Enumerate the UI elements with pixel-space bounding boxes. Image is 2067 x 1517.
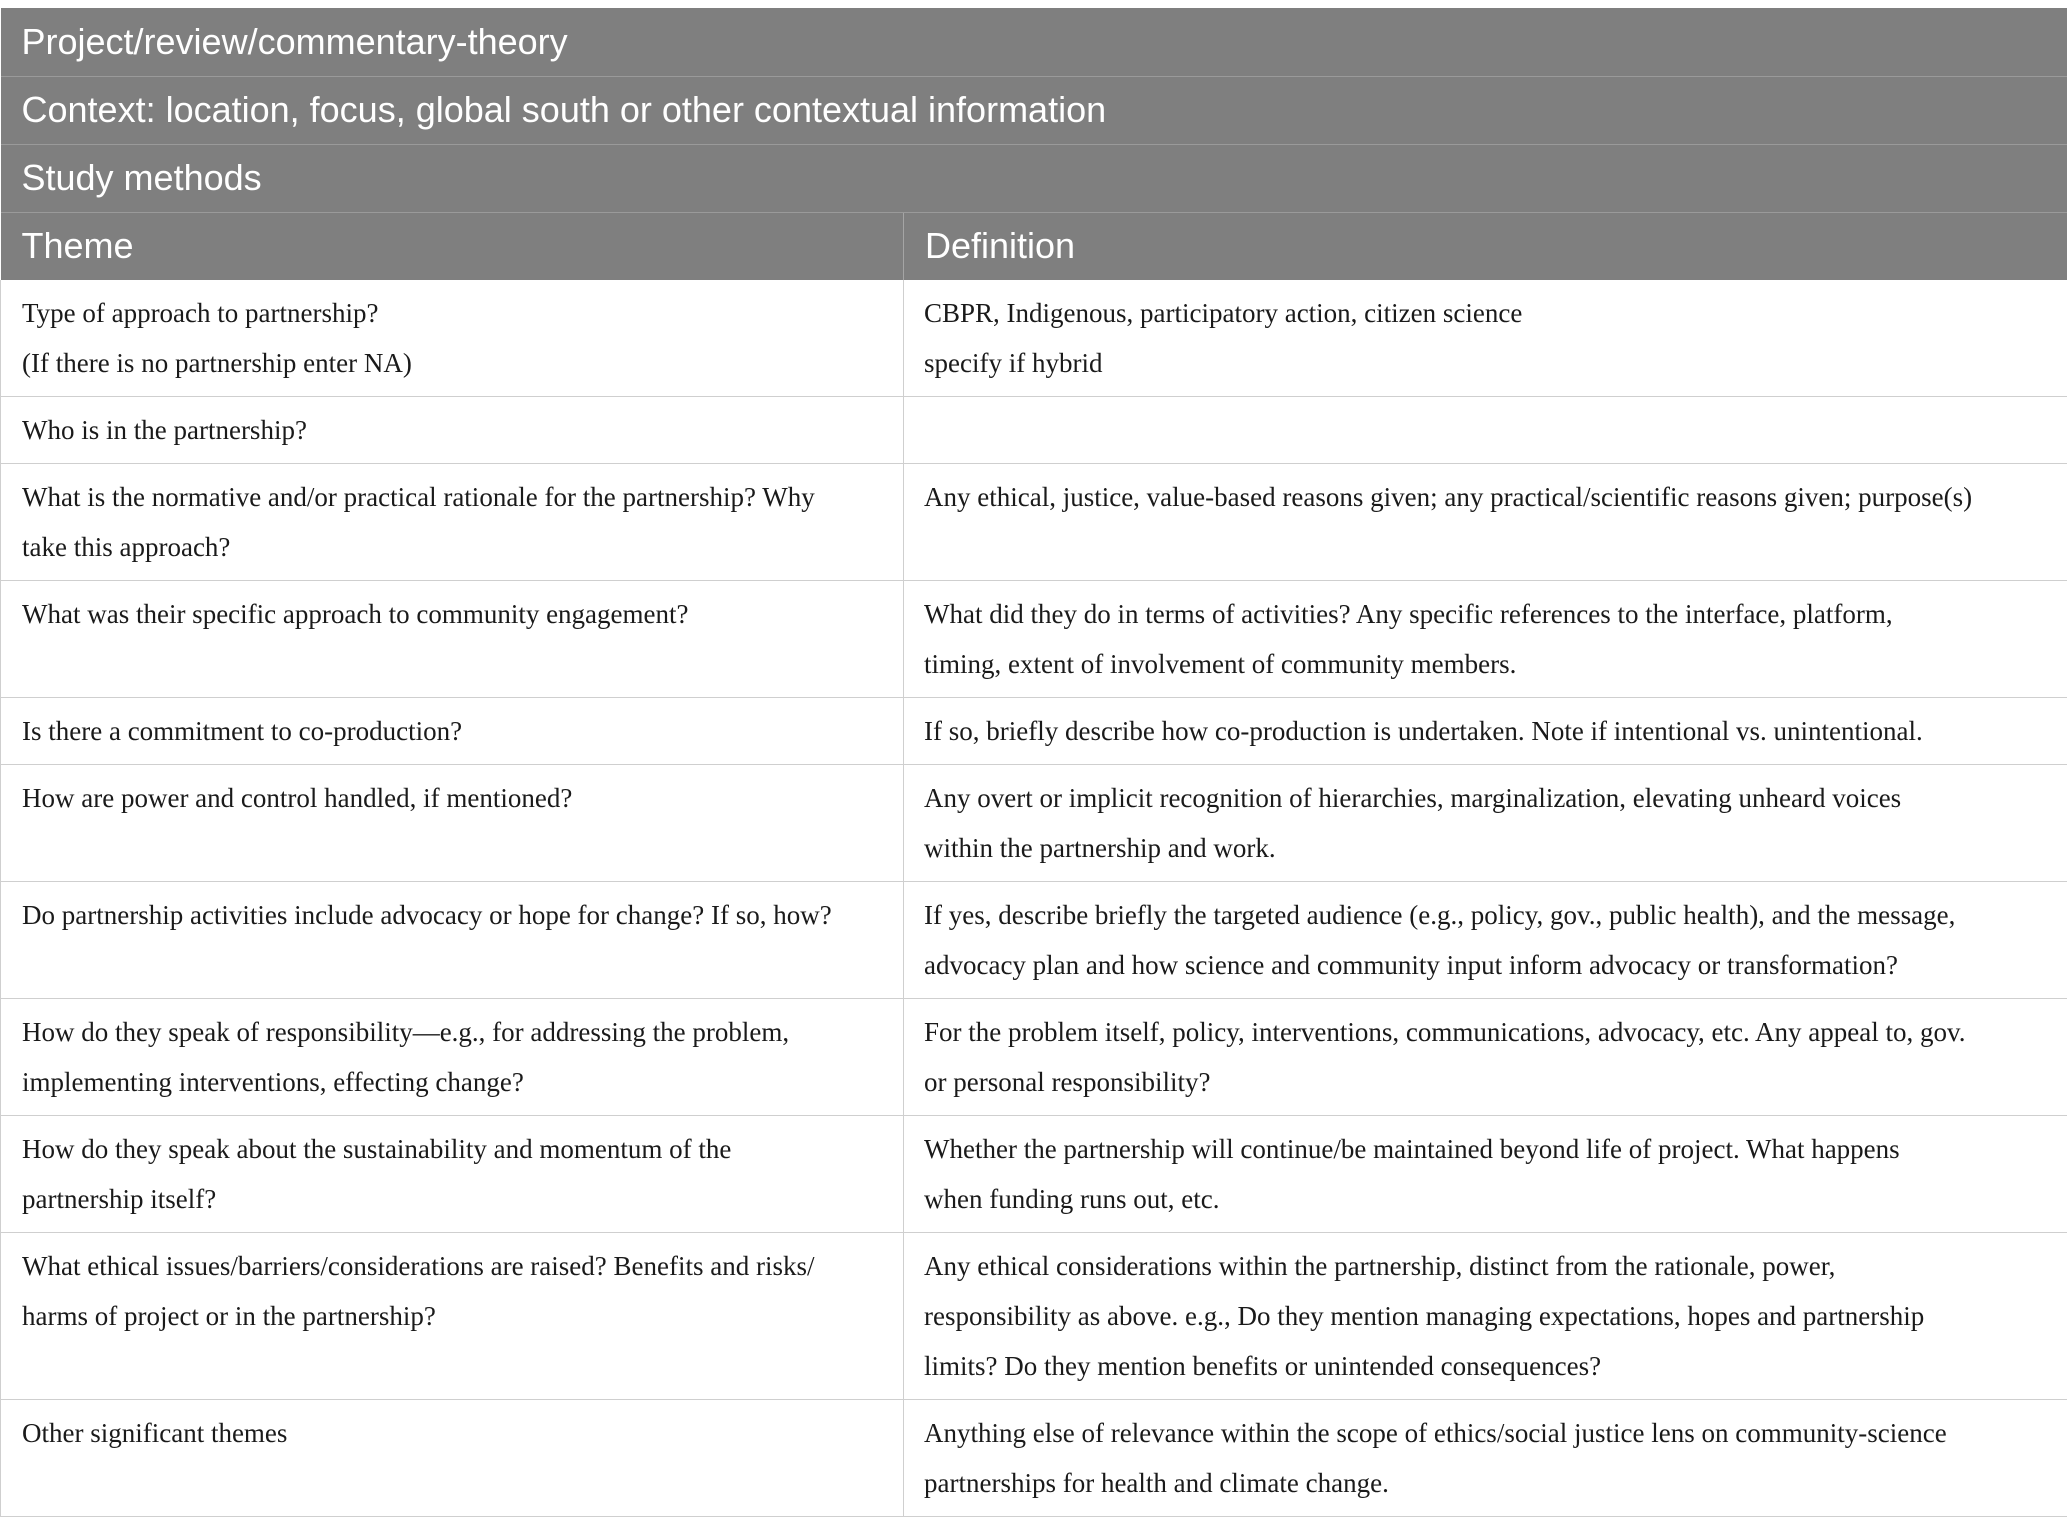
definition-text-line: partnerships for health and climate change. [924,1458,2046,1508]
theme-text-line: Type of approach to partnership? [22,288,882,338]
theme-text-line: partnership itself? [22,1174,882,1224]
definition-cell [904,698,2067,765]
definition-text-line: If yes, describe briefly the targeted audience (e.g., policy, gov., public health), and the message, [924,890,2046,940]
coding-framework-table-container [0,8,2067,1517]
theme-text-line: How do they speak of responsibility—e.g., for addressing the problem, [22,1007,882,1057]
column-header-theme: Theme [1,212,904,280]
theme-cell [1,1400,904,1517]
definition-text-line: Any ethical, justice, value-based reasons given; any practical/scientific reasons given; purpose(s) [924,472,2046,522]
table-row [1,1233,2067,1400]
banner-context: Context: location, focus, global south or other contextual information [1,76,2067,144]
definition-text-line: responsibility as above. e.g., Do they mention managing expectations, hopes and partnership [924,1291,2046,1341]
theme-cell [1,280,904,397]
definition-cell [904,1233,2067,1400]
definition-text-line: Any overt or implicit recognition of hierarchies, marginalization, elevating unheard voices [924,773,2046,823]
table-row [1,1400,2067,1517]
theme-text-line: What ethical issues/barriers/considerations are raised? Benefits and risks/ [22,1241,882,1291]
theme-text-line: What is the normative and/or practical rationale for the partnership? Why [22,472,882,522]
theme-cell [1,698,904,765]
table-row [1,581,2067,698]
definition-text-line: timing, extent of involvement of community members. [924,639,2046,689]
definition-cell [904,1116,2067,1233]
table-row [1,698,2067,765]
theme-cell [1,581,904,698]
definition-text-line: when funding runs out, etc. [924,1174,2046,1224]
table-row [1,464,2067,581]
definition-cell [904,765,2067,882]
theme-cell [1,397,904,464]
table-row [1,765,2067,882]
column-header-definition: Definition [904,212,2067,280]
theme-text-line: How are power and control handled, if mentioned? [22,773,882,823]
definition-text-line: specify if hybrid [924,338,2046,388]
theme-text-line: implementing interventions, effecting change? [22,1057,882,1107]
theme-text-line: Is there a commitment to co-production? [22,706,882,756]
banner-row-study-methods [1,144,2067,212]
theme-text-line: (If there is no partnership enter NA) [22,338,882,388]
definition-cell [904,999,2067,1116]
column-header-row [1,212,2067,280]
theme-cell [1,765,904,882]
definition-text-line: Whether the partnership will continue/be maintained beyond life of project. What happens [924,1124,2046,1174]
definition-text-line: or personal responsibility? [924,1057,2046,1107]
theme-text-line: Who is in the partnership? [22,405,882,455]
definition-text-line: If so, briefly describe how co-production is undertaken. Note if intentional vs. unintentional. [924,706,2046,756]
banner-row-project [1,8,2067,76]
definition-cell [904,1400,2067,1517]
definition-text-line: within the partnership and work. [924,823,2046,873]
definition-text-line: For the problem itself, policy, interventions, communications, advocacy, etc. Any appeal to, gov. [924,1007,2046,1057]
definition-cell [904,581,2067,698]
theme-cell [1,1233,904,1400]
coding-framework-table [0,8,2067,1517]
definition-cell [904,397,2067,464]
definition-text-line: What did they do in terms of activities? Any specific references to the interface, platform, [924,589,2046,639]
table-row [1,999,2067,1116]
definition-text-line: limits? Do they mention benefits or unintended consequences? [924,1341,2046,1391]
table-row [1,280,2067,397]
definition-text-line: advocacy plan and how science and community input inform advocacy or transformation? [924,940,2046,990]
definition-text-line: Any ethical considerations within the partnership, distinct from the rationale, power, [924,1241,2046,1291]
theme-cell [1,882,904,999]
theme-text-line: Do partnership activities include advocacy or hope for change? If so, how? [22,890,882,940]
definition-text-line: CBPR, Indigenous, participatory action, citizen science [924,288,2046,338]
table-row [1,882,2067,999]
theme-text-line: Other significant themes [22,1408,882,1458]
banner-row-context [1,76,2067,144]
definition-text-line: Anything else of relevance within the scope of ethics/social justice lens on community-science [924,1408,2046,1458]
theme-text-line: harms of project or in the partnership? [22,1291,882,1341]
theme-text-line: take this approach? [22,522,882,572]
banner-study-methods: Study methods [1,144,2067,212]
banner-project: Project/review/commentary-theory [1,8,2067,76]
definition-cell [904,882,2067,999]
definition-cell [904,464,2067,581]
theme-text-line: What was their specific approach to community engagement? [22,589,882,639]
theme-cell [1,999,904,1116]
table-row [1,397,2067,464]
theme-text-line: How do they speak about the sustainability and momentum of the [22,1124,882,1174]
theme-cell [1,1116,904,1233]
table-row [1,1116,2067,1233]
definition-cell [904,280,2067,397]
theme-cell [1,464,904,581]
